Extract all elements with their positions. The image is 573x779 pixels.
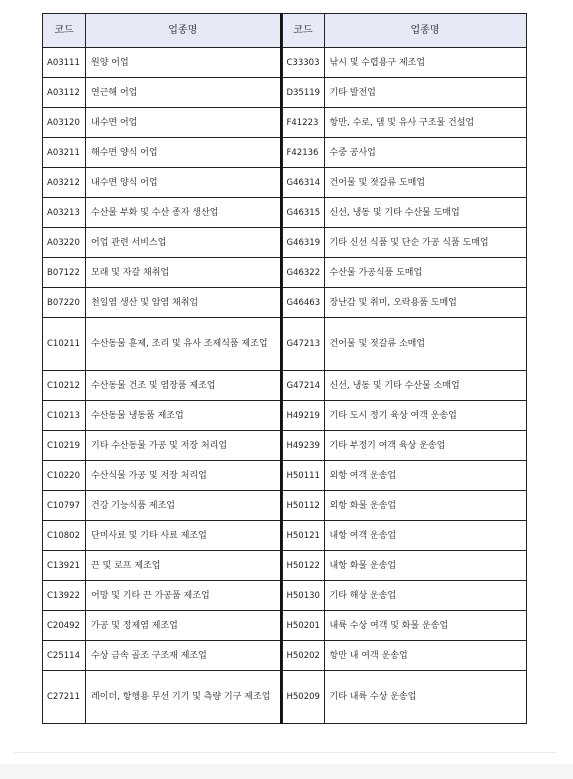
- table-row: [282, 108, 526, 138]
- industry-code-table: [42, 13, 527, 724]
- industry-name: 낚시 및 수렵용구 제조업: [324, 48, 526, 78]
- left-table: [42, 13, 282, 724]
- table-row: [282, 138, 526, 168]
- table-row: [282, 401, 526, 431]
- industry-name: 장난감 및 취미, 오락용품 도매업: [324, 288, 526, 318]
- industry-code: G46314: [282, 168, 324, 198]
- industry-name: 항만 내 여객 운송업: [324, 641, 526, 671]
- industry-name: 내항 여객 운송업: [324, 521, 526, 551]
- industry-code: G46322: [282, 258, 324, 288]
- table-row: [282, 521, 526, 551]
- industry-name: 레이더, 항행용 무선 기기 및 측량 기구 제조업: [86, 671, 281, 724]
- industry-code: F42136: [282, 138, 324, 168]
- table-row: [43, 521, 281, 551]
- industry-name: 기타 내륙 수상 운송업: [324, 671, 526, 724]
- table-row: [43, 198, 281, 228]
- table-row: [43, 371, 281, 401]
- header-code: 코드: [282, 14, 324, 48]
- table-row: [282, 258, 526, 288]
- industry-name: 단미사료 및 기타 사료 제조업: [86, 521, 281, 551]
- table-row: [282, 611, 526, 641]
- table-row: [43, 258, 281, 288]
- industry-name: 가공 및 정제염 제조업: [86, 611, 281, 641]
- industry-name: 내수면 어업: [86, 108, 281, 138]
- table-row: [282, 461, 526, 491]
- table-row: [43, 48, 281, 78]
- table-row: [43, 138, 281, 168]
- table-row: [282, 228, 526, 258]
- industry-code: H50112: [282, 491, 324, 521]
- industry-code: H50201: [282, 611, 324, 641]
- industry-name: 내항 화물 운송업: [324, 551, 526, 581]
- table-row: [282, 371, 526, 401]
- table-row: [43, 318, 281, 371]
- industry-name: 건어물 및 젓갈류 도매업: [324, 168, 526, 198]
- table-row: [282, 198, 526, 228]
- industry-code: B07122: [43, 258, 86, 288]
- industry-name: 기타 신선 식품 및 단순 가공 식품 도매업: [324, 228, 526, 258]
- table-row: [43, 581, 281, 611]
- left-table-body: [43, 48, 281, 724]
- industry-name: 수산동물 훈제, 조리 및 유사 조제식품 제조업: [86, 318, 281, 371]
- industry-code: A03212: [43, 168, 86, 198]
- industry-name: 수상 금속 골조 구조재 제조업: [86, 641, 281, 671]
- industry-name: 수산동물 냉동품 제조업: [86, 401, 281, 431]
- industry-code: C10219: [43, 431, 86, 461]
- industry-name: 천일염 생산 및 암염 채취업: [86, 288, 281, 318]
- industry-code: C13921: [43, 551, 86, 581]
- table-row: [282, 671, 526, 724]
- industry-code: A03213: [43, 198, 86, 228]
- page-divider: [14, 752, 557, 753]
- page-bottom-margin: [0, 764, 573, 779]
- industry-code: H50122: [282, 551, 324, 581]
- industry-code: G47214: [282, 371, 324, 401]
- industry-code: C25114: [43, 641, 86, 671]
- industry-name: 기타 해상 운송업: [324, 581, 526, 611]
- header-industry: 업종명: [324, 14, 526, 48]
- table-row: [43, 431, 281, 461]
- industry-name: 어망 및 기타 끈 가공품 제조업: [86, 581, 281, 611]
- industry-code: B07220: [43, 288, 86, 318]
- industry-name: 내륙 수상 여객 및 화물 운송업: [324, 611, 526, 641]
- industry-code: A03112: [43, 78, 86, 108]
- industry-name: 기타 부정기 여객 육상 운송업: [324, 431, 526, 461]
- industry-name: 수산식물 가공 및 저장 처리업: [86, 461, 281, 491]
- table-row: [43, 611, 281, 641]
- industry-name: 수산물 가공식품 도매업: [324, 258, 526, 288]
- table-row: [43, 491, 281, 521]
- industry-code: C10797: [43, 491, 86, 521]
- table-row: [282, 491, 526, 521]
- industry-name: 원양 어업: [86, 48, 281, 78]
- table-row: [43, 641, 281, 671]
- industry-name: 외항 화물 운송업: [324, 491, 526, 521]
- industry-name: 수산동물 건조 및 염장품 제조업: [86, 371, 281, 401]
- industry-code: A03220: [43, 228, 86, 258]
- industry-code: H50130: [282, 581, 324, 611]
- industry-code: H49239: [282, 431, 324, 461]
- industry-code: C10220: [43, 461, 86, 491]
- industry-code: C10802: [43, 521, 86, 551]
- industry-code: H50202: [282, 641, 324, 671]
- industry-code: G46315: [282, 198, 324, 228]
- industry-code: H50111: [282, 461, 324, 491]
- table-row: [43, 228, 281, 258]
- industry-code: G46463: [282, 288, 324, 318]
- industry-code: F41223: [282, 108, 324, 138]
- industry-code: G47213: [282, 318, 324, 371]
- table-row: [282, 551, 526, 581]
- right-table: [282, 13, 527, 724]
- industry-code: C10213: [43, 401, 86, 431]
- industry-code: H50121: [282, 521, 324, 551]
- industry-code: H49219: [282, 401, 324, 431]
- industry-code: C10212: [43, 371, 86, 401]
- industry-code: G46319: [282, 228, 324, 258]
- industry-name: 신선, 냉동 및 기타 수산물 소매업: [324, 371, 526, 401]
- table-row: [282, 288, 526, 318]
- industry-name: 끈 및 로프 제조업: [86, 551, 281, 581]
- industry-name: 기타 발전업: [324, 78, 526, 108]
- table-row: [43, 461, 281, 491]
- table-row: [282, 168, 526, 198]
- table-row: [43, 401, 281, 431]
- industry-code: C33303: [282, 48, 324, 78]
- industry-name: 항만, 수로, 댐 및 유사 구조물 건설업: [324, 108, 526, 138]
- industry-name: 어업 관련 서비스업: [86, 228, 281, 258]
- header-code: 코드: [43, 14, 86, 48]
- industry-name: 해수면 양식 어업: [86, 138, 281, 168]
- table-row: [282, 581, 526, 611]
- industry-code: C10211: [43, 318, 86, 371]
- industry-code: A03120: [43, 108, 86, 138]
- table-row: [43, 671, 281, 724]
- industry-name: 기타 도시 정기 육상 여객 운송업: [324, 401, 526, 431]
- table-row: [282, 641, 526, 671]
- industry-code: A03211: [43, 138, 86, 168]
- right-table-body: [282, 48, 526, 724]
- industry-code: D35119: [282, 78, 324, 108]
- industry-name: 외항 여객 운송업: [324, 461, 526, 491]
- industry-name: 수산물 부화 및 수산 종자 생산업: [86, 198, 281, 228]
- industry-name: 건강 기능식품 제조업: [86, 491, 281, 521]
- table-row: [43, 551, 281, 581]
- table-row: [282, 431, 526, 461]
- industry-code: A03111: [43, 48, 86, 78]
- industry-name: 신선, 냉동 및 기타 수산물 도매업: [324, 198, 526, 228]
- industry-code: H50209: [282, 671, 324, 724]
- industry-code: C20492: [43, 611, 86, 641]
- industry-name: 건어물 및 젓갈류 소매업: [324, 318, 526, 371]
- industry-name: 모래 및 자갈 채취업: [86, 258, 281, 288]
- table-row: [43, 78, 281, 108]
- industry-name: 연근해 어업: [86, 78, 281, 108]
- industry-name: 내수면 양식 어업: [86, 168, 281, 198]
- header-industry: 업종명: [86, 14, 281, 48]
- table-row: [282, 78, 526, 108]
- industry-name: 수중 공사업: [324, 138, 526, 168]
- table-row: [282, 48, 526, 78]
- table-row: [43, 108, 281, 138]
- table-row: [282, 318, 526, 371]
- table-row: [43, 288, 281, 318]
- industry-code: C27211: [43, 671, 86, 724]
- industry-name: 기타 수산동물 가공 및 저장 처리업: [86, 431, 281, 461]
- table-row: [43, 168, 281, 198]
- industry-code: C13922: [43, 581, 86, 611]
